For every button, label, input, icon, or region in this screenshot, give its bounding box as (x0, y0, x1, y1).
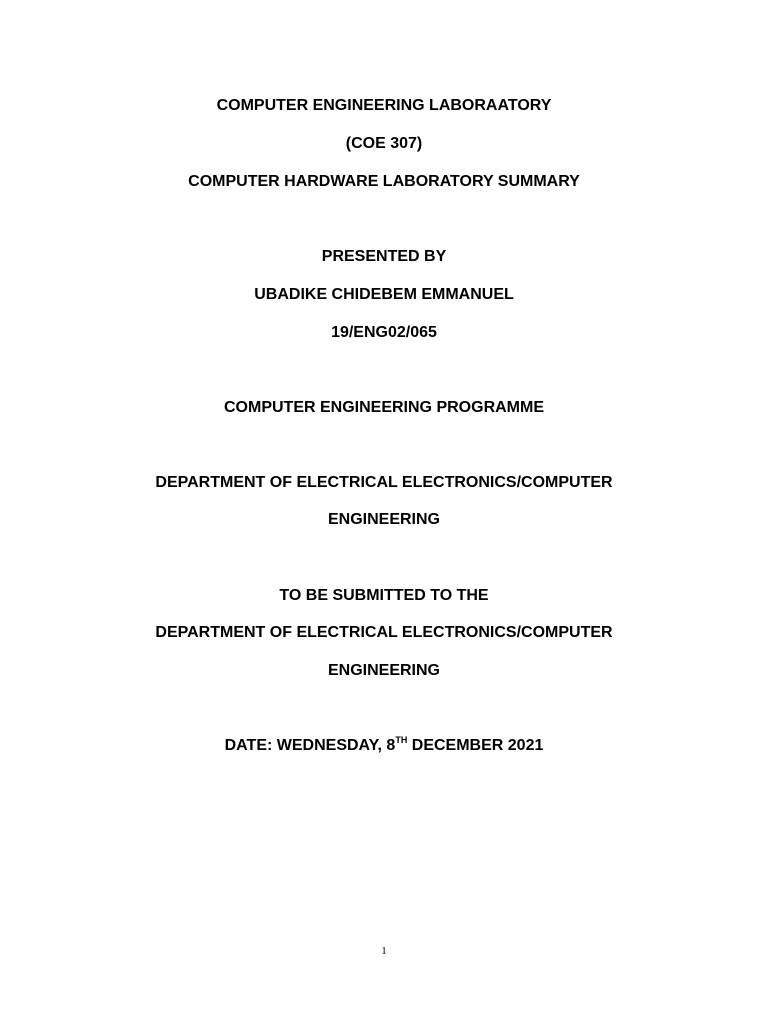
page-number: 1 (381, 945, 387, 957)
presenter-name: UBADIKE CHIDEBEM EMMANUEL (254, 286, 514, 303)
presented-by-label: PRESENTED BY (321, 248, 447, 265)
submission-department-line-1: DEPARTMENT OF ELECTRICAL ELECTRONICS/COMPUTER (155, 624, 613, 641)
date-suffix: DECEMBER 2021 (407, 737, 544, 754)
lab-name: COMPUTER ENGINEERING LABORAATORY (216, 97, 552, 114)
submission-department-line-2: ENGINEERING (327, 662, 440, 679)
report-title: COMPUTER HARDWARE LABORATORY SUMMARY (188, 173, 580, 190)
date-prefix: DATE: WEDNESDAY, 8 (224, 737, 396, 754)
matric-number: 19/ENG02/065 (331, 324, 437, 341)
department-line-2: ENGINEERING (327, 511, 440, 528)
programme-name: COMPUTER ENGINEERING PROGRAMME (223, 399, 544, 416)
department-line-1: DEPARTMENT OF ELECTRICAL ELECTRONICS/COMPUTER (155, 474, 613, 491)
submission-date (0, 736, 768, 756)
course-code: (COE 307) (345, 135, 423, 152)
submission-label: TO BE SUBMITTED TO THE (279, 587, 489, 604)
date-ordinal-suffix: TH (395, 735, 408, 745)
